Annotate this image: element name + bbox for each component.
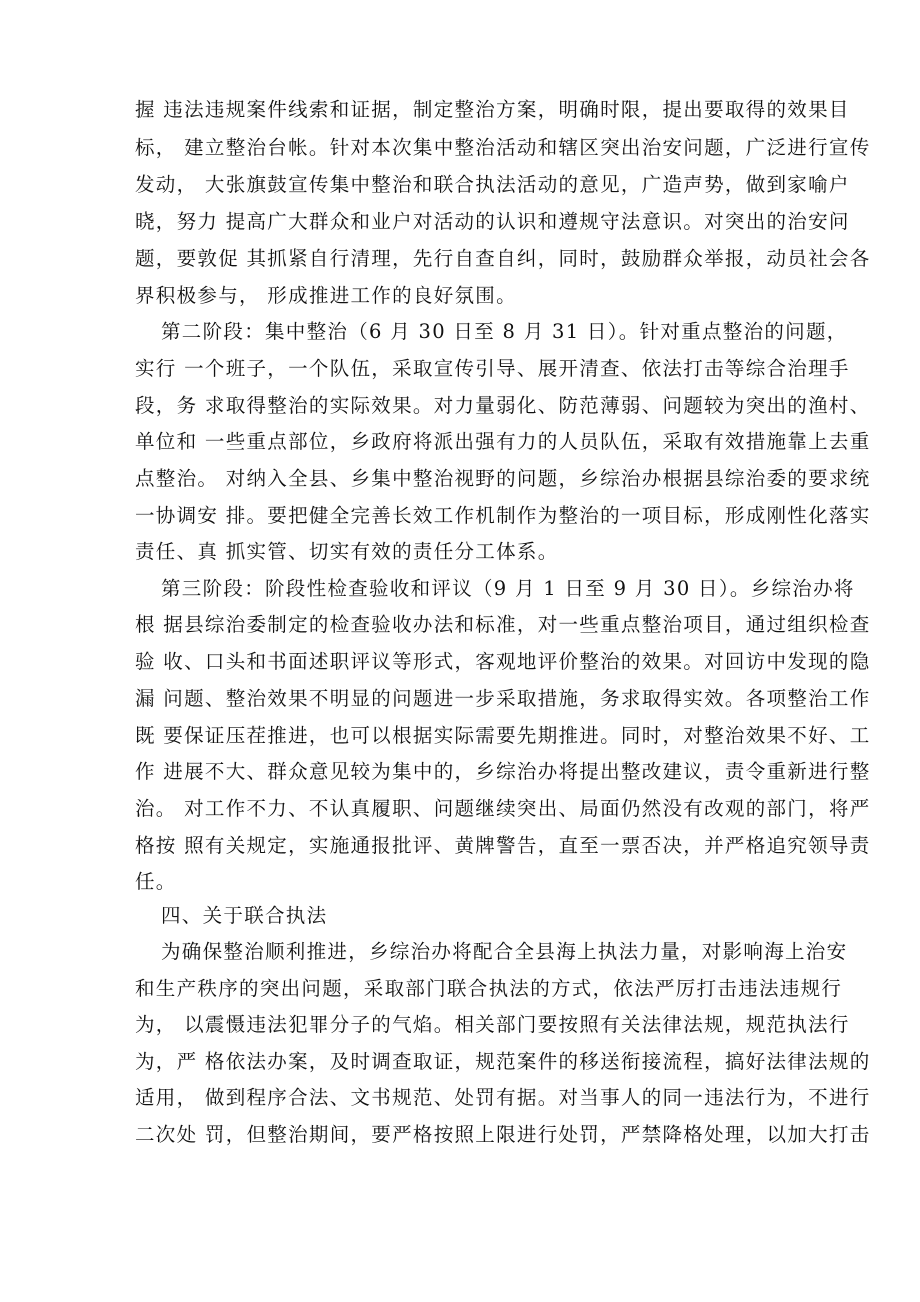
text-line: 作 进展不大、群众意见较为集中的，乡综治办将提出整改建议，责令重新进行整 <box>135 760 871 783</box>
section-heading-stage3: 第三阶段：阶段性检查验收和评议（9 月 1 日至 9 月 30 日）。乡综治办将 <box>161 577 855 600</box>
text-line: 任。 <box>135 870 177 893</box>
text-line: 标， 建立整治台帐。针对本次集中整治活动和辖区突出治安问题，广泛进行宣传 <box>135 136 871 159</box>
text-line: 责任、真 抓实管、切实有效的责任分工体系。 <box>135 540 559 563</box>
text-line: 为确保整治顺利推进，乡综治办将配合全县海上执法力量，对影响海上治安 <box>161 940 848 963</box>
text-line: 和生产秩序的突出问题，采取部门联合执法的方式，依法严厉打击违法违规行 <box>135 977 843 1000</box>
text-line: 单位和 一些重点部位，乡政府将派出强有力的人员队伍，采取有效措施靠上去重 <box>135 430 871 453</box>
text-line: 为，严 格依法办案，及时调查取证，规范案件的移送衔接流程，搞好法律法规的 <box>135 1050 871 1073</box>
text-line: 题，要敦促 其抓紧自行清理，先行自查自纠，同时，鼓励群众举报，动员社会各 <box>135 247 871 270</box>
section-title-joint-enforcement: 四、关于联合执法 <box>161 904 328 927</box>
text-line: 二次处 罚，但整治期间，要严格按照上限进行处罚，严禁降格处理，以加大打击 <box>135 1123 871 1146</box>
text-line: 验 收、口头和书面述职评议等形式，客观地评价整治的效果。对回访中发现的隐 <box>135 650 871 673</box>
text-line: 握 违法违规案件线索和证据，制定整治方案，明确时限，提出要取得的效果目 <box>135 98 850 121</box>
text-line: 一协调安 排。要把健全完善长效工作机制作为整治的一项目标，形成刚性化落实 <box>135 504 871 527</box>
text-line: 治。 对工作不力、不认真履职、问题继续突出、局面仍然没有改观的部门，将严 <box>135 797 871 820</box>
text-line: 晓，努力 提高广大群众和业户对活动的认识和遵规守法意识。对突出的治安问 <box>135 210 850 233</box>
text-line: 既 要保证压茬推进，也可以根据实际需要先期推进。同时，对整治效果不好、工 <box>135 724 871 747</box>
text-line: 根 据县综治委制定的检查验收办法和标准，对一些重点整治项目，通过组织检查 <box>135 613 871 636</box>
section-heading-stage2: 第二阶段：集中整治（6 月 30 日至 8 月 31 日）。针对重点整治的问题， <box>161 320 848 343</box>
text-line: 界积极参与， 形成推进工作的良好氛围。 <box>135 284 517 307</box>
text-line: 适用， 做到程序合法、文书规范、处罚有据。对当事人的同一违法行为，不进行 <box>135 1086 871 1109</box>
text-line: 为， 以震慑违法犯罪分子的气焰。相关部门要按照有关法律法规，规范执法行 <box>135 1013 850 1036</box>
text-line: 段，务 求取得整治的实际效果。对力量弱化、防范薄弱、问题较为突出的渔村、 <box>135 394 871 417</box>
text-line: 实行 一个班子，一个队伍，采取宣传引导、展开清查、依法打击等综合治理手 <box>135 357 850 380</box>
text-line: 点整治。 对纳入全县、乡集中整治视野的问题，乡综治办根据县综治委的要求统 <box>135 467 871 490</box>
text-line: 漏 问题、整治效果不明显的问题进一步采取措施，务求取得实效。各项整治工作 <box>135 687 871 710</box>
text-line: 格按 照有关规定，实施通报批评、黄牌警告，直至一票否决，并严格追究领导责 <box>135 834 871 857</box>
text-line: 发动， 大张旗鼓宣传集中整治和联合执法活动的意见，广造声势，做到家喻户 <box>135 173 850 196</box>
